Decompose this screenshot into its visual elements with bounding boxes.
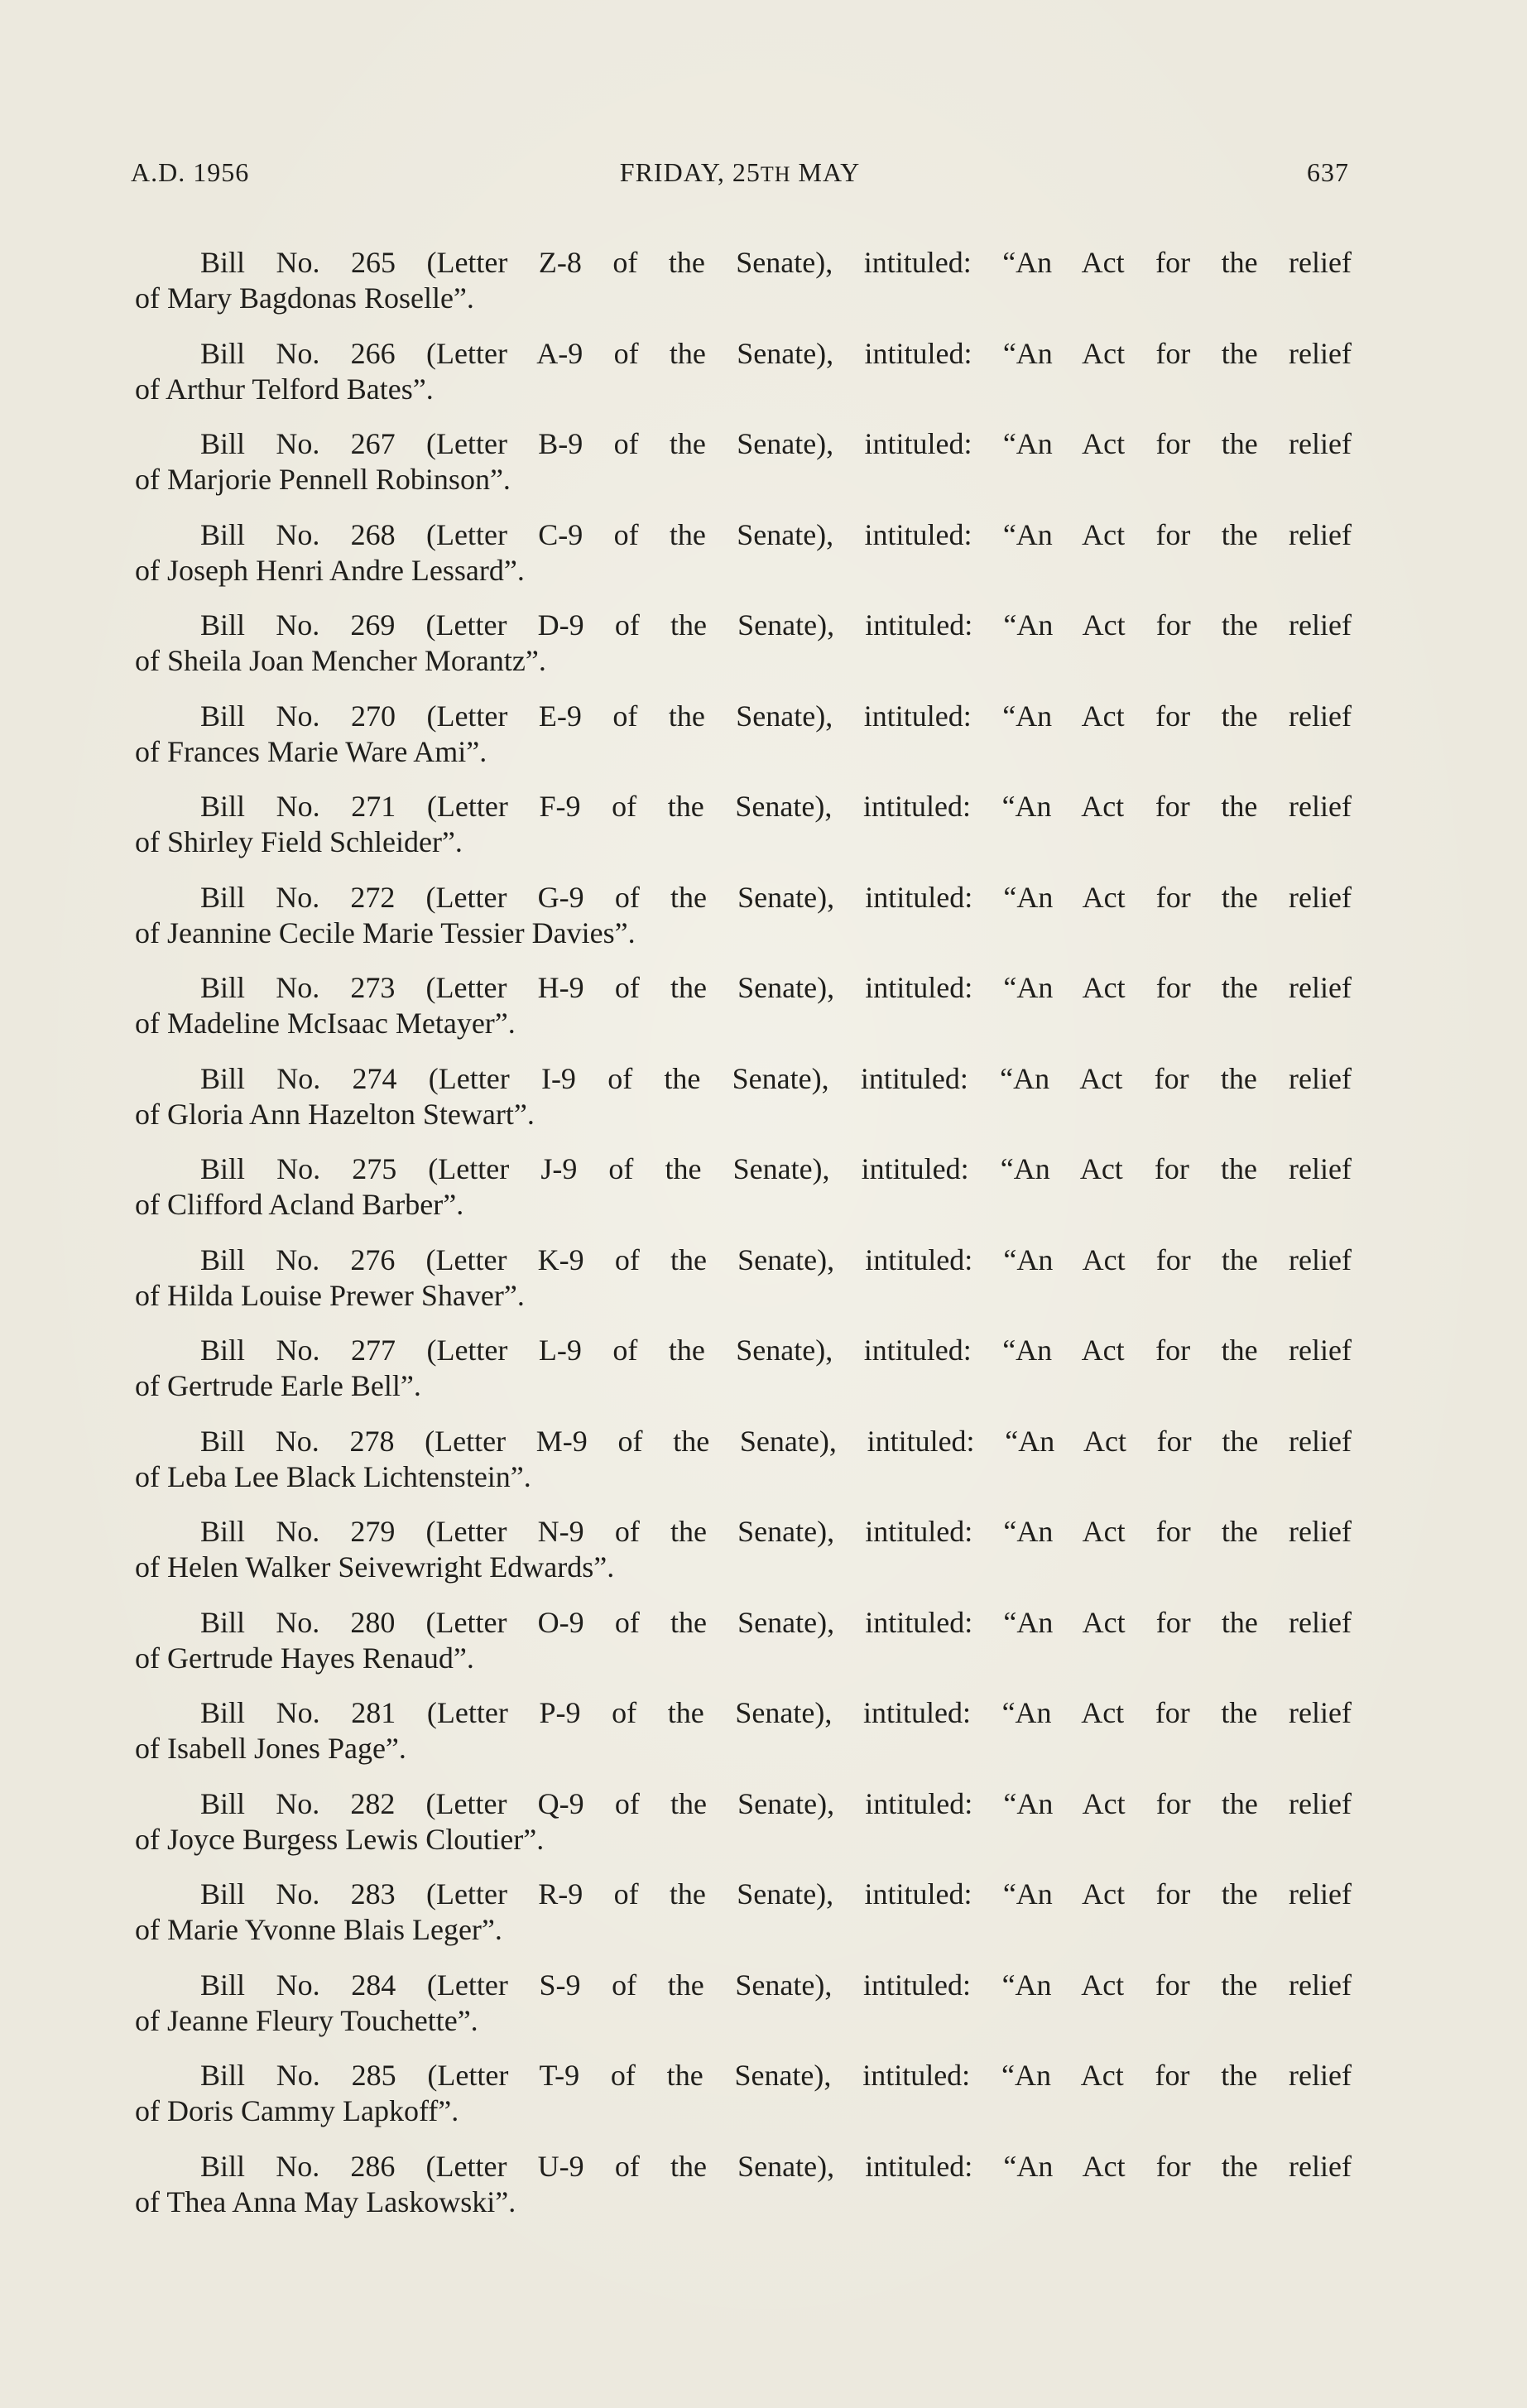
bill-entry-line1: Bill No. 282 (Letter Q-9 of the Senate), intituled: “An Act for the relief [200, 1786, 1352, 1820]
bill-entry [135, 970, 1352, 1061]
bill-entry-line1: Bill No. 269 (Letter D-9 of the Senate), intituled: “An Act for the relief [200, 608, 1352, 642]
bill-entry-line1: Bill No. 277 (Letter L-9 of the Senate), intituled: “An Act for the relief [200, 1334, 1352, 1367]
bill-entry [135, 1061, 1352, 1152]
bill-entry [135, 699, 1352, 790]
bill-entry-line2: of Frances Marie Ware Ami”. [135, 734, 487, 768]
bill-list [135, 245, 1352, 2239]
bill-entry-line2: of Jeannine Cecile Marie Tessier Davies”. [135, 916, 636, 949]
bill-entry [135, 1968, 1352, 2059]
bill-entry-line1: Bill No. 273 (Letter H-9 of the Senate), intituled: “An Act for the relief [200, 971, 1352, 1004]
bill-entry-line2: of Marie Yvonne Blais Leger”. [135, 1913, 502, 1946]
bill-entry-line2: of Doris Cammy Lapkoff”. [135, 2094, 459, 2127]
bill-entry-line1: Bill No. 284 (Letter S-9 of the Senate), intituled: “An Act for the relief [200, 1968, 1352, 2002]
bill-entry [135, 1151, 1352, 1242]
bill-entry [135, 608, 1352, 699]
bill-entry-line2: of Gertrude Hayes Renaud”. [135, 1641, 474, 1675]
bill-entry-line1: Bill No. 283 (Letter R-9 of the Senate), intituled: “An Act for the relief [200, 1877, 1352, 1911]
bill-entry [135, 517, 1352, 608]
header-date-day: FRIDAY, 25 [619, 157, 761, 187]
bill-entry-line1: Bill No. 275 (Letter J-9 of the Senate), intituled: “An Act for the relief [200, 1152, 1352, 1185]
bill-entry [135, 245, 1352, 336]
bill-entry-line2: of Sheila Joan Mencher Morantz”. [135, 644, 546, 677]
bill-entry-line2: of Isabell Jones Page”. [135, 1732, 406, 1765]
bill-entry [135, 880, 1352, 971]
bill-entry [135, 1605, 1352, 1696]
page-number: 637 [1307, 157, 1349, 187]
bill-entry [135, 789, 1352, 880]
bill-entry-line2: of Shirley Field Schleider”. [135, 825, 463, 858]
bill-entry-line2: of Thea Anna May Laskowski”. [135, 2185, 516, 2218]
bill-entry [135, 2149, 1352, 2240]
bill-entry-line1: Bill No. 281 (Letter P-9 of the Senate), intituled: “An Act for the relief [200, 1696, 1352, 1729]
bill-entry-line1: Bill No. 279 (Letter N-9 of the Senate), intituled: “An Act for the relief [200, 1515, 1352, 1548]
page-header [131, 157, 1349, 199]
bill-entry-line2: of Mary Bagdonas Roselle”. [135, 281, 474, 315]
bill-entry-line2: of Marjorie Pennell Robinson”. [135, 463, 511, 496]
bill-entry-line2: of Leba Lee Black Lichtenstein”. [135, 1459, 531, 1493]
bill-entry-line1: Bill No. 266 (Letter A-9 of the Senate), intituled: “An Act for the relief [200, 336, 1352, 370]
bill-entry-line2: of Clifford Acland Barber”. [135, 1188, 464, 1221]
bill-entry [135, 1786, 1352, 1877]
bill-entry [135, 1242, 1352, 1334]
bill-entry-line2: of Joseph Henri Andre Lessard”. [135, 553, 525, 587]
bill-entry-line1: Bill No. 278 (Letter M-9 of the Senate), intituled: “An Act for the relief [200, 1424, 1352, 1458]
bill-entry [135, 1695, 1352, 1786]
bill-entry-line2: of Gertrude Earle Bell”. [135, 1369, 421, 1402]
bill-entry-line1: Bill No. 285 (Letter T-9 of the Senate), intituled: “An Act for the relief [200, 2059, 1352, 2092]
bill-entry-line2: of Gloria Ann Hazelton Stewart”. [135, 1097, 535, 1131]
bill-entry [135, 1877, 1352, 1968]
bill-entry-line1: Bill No. 265 (Letter Z-8 of the Senate), intituled: “An Act for the relief [200, 246, 1352, 279]
bill-entry-line2: of Madeline McIsaac Metayer”. [135, 1007, 516, 1040]
bill-entry [135, 1333, 1352, 1424]
header-date [131, 157, 1349, 188]
bill-entry-line1: Bill No. 270 (Letter E-9 of the Senate), intituled: “An Act for the relief [200, 699, 1352, 733]
bill-entry [135, 426, 1352, 517]
bill-entry-line1: Bill No. 286 (Letter U-9 of the Senate), intituled: “An Act for the relief [200, 2149, 1352, 2183]
bill-entry [135, 336, 1352, 427]
header-date-month: MAY [790, 157, 861, 187]
bill-entry-line1: Bill No. 280 (Letter O-9 of the Senate), intituled: “An Act for the relief [200, 1605, 1352, 1639]
bill-entry-line2: of Arthur Telford Bates”. [135, 372, 434, 406]
bill-entry-line2: of Jeanne Fleury Touchette”. [135, 2003, 478, 2037]
bill-entry-line2: of Joyce Burgess Lewis Cloutier”. [135, 1822, 545, 1856]
header-year: A.D. 1956 [131, 157, 250, 187]
bill-entry-line1: Bill No. 272 (Letter G-9 of the Senate), intituled: “An Act for the relief [200, 880, 1352, 914]
bill-entry-line2: of Hilda Louise Prewer Shaver”. [135, 1278, 525, 1312]
bill-entry-line1: Bill No. 276 (Letter K-9 of the Senate), intituled: “An Act for the relief [200, 1242, 1352, 1276]
bill-entry-line1: Bill No. 267 (Letter B-9 of the Senate), intituled: “An Act for the relief [200, 427, 1352, 460]
bill-entry [135, 1514, 1352, 1605]
bill-entry-line1: Bill No. 274 (Letter I-9 of the Senate), intituled: “An Act for the relief [200, 1061, 1352, 1095]
header-date-suffix: TH [760, 162, 791, 186]
bill-entry [135, 1424, 1352, 1515]
bill-entry-line1: Bill No. 268 (Letter C-9 of the Senate), intituled: “An Act for the relief [200, 517, 1352, 551]
bill-entry-line2: of Helen Walker Seivewright Edwards”. [135, 1550, 615, 1584]
bill-entry-line1: Bill No. 271 (Letter F-9 of the Senate), intituled: “An Act for the relief [200, 790, 1352, 823]
bill-entry [135, 2058, 1352, 2149]
